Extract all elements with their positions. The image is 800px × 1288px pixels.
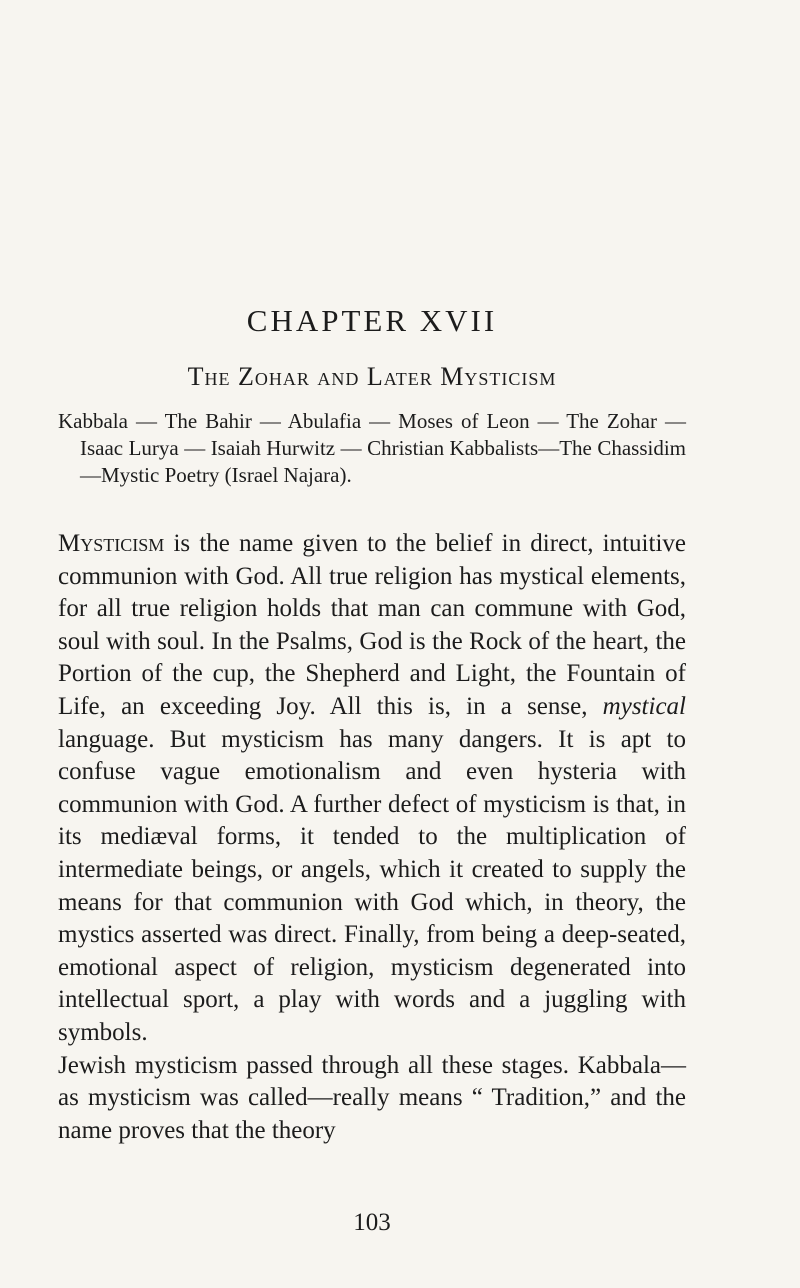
body-text — [58, 528, 686, 1147]
paragraph-2: Jewish mysticism passed through all these stages. Kabbala—as mysticism was called—really means “ Tradition,” and the name proves that the theory — [58, 1051, 686, 1144]
paragraph-1-text-a: is the name given to the belief in direct, intuitive communion with God. All true religion has mystical elements, for all true religion holds that man can commune with God, soul with soul. In the Psalms, God is the Rock of the heart, the Portion of the cup, the Shepherd and Light, the Fountain of Life, an exceeding Joy. All this is, in a sense, — [58, 530, 686, 720]
lead-word: Mysticism — [58, 530, 165, 557]
chapter-number: CHAPTER XVII — [246, 303, 498, 338]
chapter-title: The Zohar and Later Mysticism — [187, 362, 557, 391]
paragraph-1 — [58, 528, 686, 1050]
paragraph-1-text-b: language. But mysticism has many dangers. It is apt to confuse vague emotionalism and even hysteria with communion with God. A further defect of mysticism is that, in its mediæval forms, it tended to the multiplication of intermediate beings, or angels, which it created to supply the means for that communion with God which, in theory, the mystics asserted was direct. Finally, from being a deep-seated, emotional aspect of religion, mysticism degenerated into intellectual sport, a play with words and a juggling with symbols. — [58, 725, 686, 1046]
emphasized-word: mystical — [602, 692, 686, 720]
book-page — [58, 0, 686, 1288]
page-number: 103 — [353, 1209, 391, 1236]
chapter-summary: Kabbala — The Bahir — Abulafia — Moses of Leon — The Zohar — Isaac Lurya — Isaiah Hurwitz — Christian Kabbalists—The Chassidim—Mystic Poetry (Israel Najara). — [58, 409, 686, 487]
